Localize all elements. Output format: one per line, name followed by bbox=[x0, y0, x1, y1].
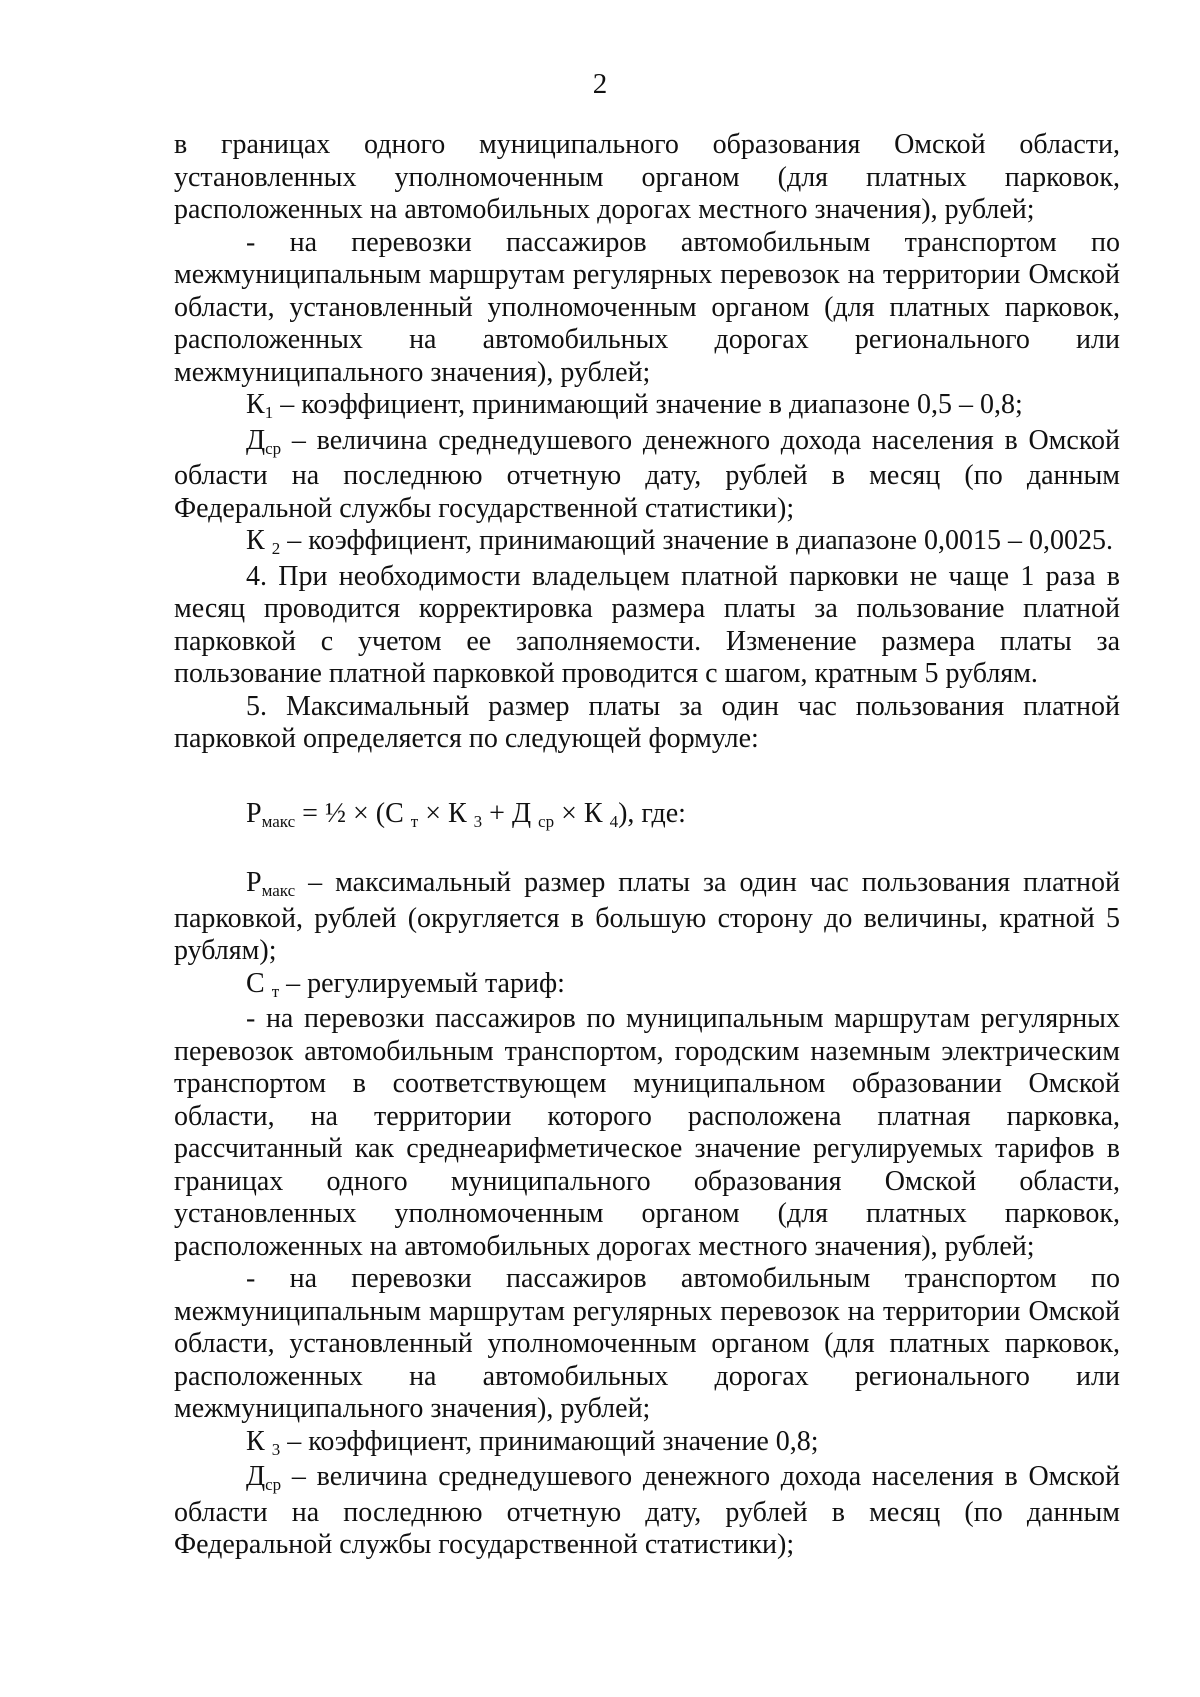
formula-pmax bbox=[246, 798, 1120, 834]
formula-eq: = ½ × (С bbox=[295, 797, 404, 829]
formula-d-sub: ср bbox=[538, 811, 555, 831]
definition-pmax bbox=[174, 867, 1120, 968]
definition-k1-text: – коэффициент, принимающий значение в диапазоне 0,5 – 0,8; bbox=[273, 389, 1023, 420]
subscript-cp: ср bbox=[265, 438, 282, 458]
paragraph-4-adjustment: 4. При необходимости владельцем платной парковки не чаще 1 раза в месяц проводится корректировка размера платы за пользование платной парковкой с учетом ее заполняемости. Изменение размера платы за пользование платной парковкой проводится с шагом, кратным 5 рублям. bbox=[174, 560, 1120, 689]
definition-k2 bbox=[174, 525, 1120, 561]
definition-k1 bbox=[174, 389, 1120, 425]
document-body bbox=[174, 129, 1120, 1562]
definition-k3 bbox=[174, 1426, 1120, 1462]
symbol-d: Д bbox=[246, 424, 266, 456]
subscript-t: т bbox=[271, 981, 280, 1001]
symbol-k2: К bbox=[246, 525, 265, 556]
formula-times-k3: × К bbox=[418, 797, 467, 829]
paragraph-intermunicipal-tariff: - на перевозки пассажиров автомобильным транспортом по межмуниципальным маршрутам регулярных перевозок на территории Омской области, установленный уполномоченным органом (для платных парковок, расположенных на автомобильных дорогах регионального или межмуниципального значения), рублей; bbox=[174, 226, 1120, 388]
ct-item-municipal: - на перевозки пассажиров по муниципальным маршрутам регулярных перевозок автомобильным транспортом, городским наземным электрическим транспортом в соответствующем муниципальном образовании Омской области, на территории которого расположена платная парковка, рассчитанный как среднеарифметическое значение регулируемых тарифов в границах одного муниципального образования Омской области, установленных уполномоченным органом (для платных парковок, расположенных на автомобильных дорогах местного значения), рублей; bbox=[174, 1003, 1120, 1262]
formula-c-sub: т bbox=[410, 811, 419, 831]
formula-k4-sub: 4 bbox=[609, 811, 619, 831]
ct-item-intermunicipal: - на перевозки пассажиров автомобильным транспортом по межмуниципальным маршрутам регулярных перевозок на территории Омской области, установленный уполномоченным органом (для платных парковок, расположенных на автомобильных дорогах регионального или межмуниципального значения), рублей; bbox=[174, 1263, 1120, 1424]
subscript-cp-2: ср bbox=[265, 1475, 282, 1494]
symbol-c: С bbox=[246, 967, 265, 999]
symbol-k1: К bbox=[246, 389, 265, 420]
paragraph-municipal-boundaries: в границах одного муниципального образования Омской области, установленных уполномоченным органом (для платных парковок, расположенных на автомобильных дорогах местного значения), рублей; bbox=[174, 129, 1120, 225]
formula-times-k4: × К bbox=[554, 797, 603, 829]
definition-dcp-text: – величина среднедушевого денежного дохода населения в Омской области на последнюю отчетную дату, рублей в месяц (по данным Федеральной службы государственной статистики); bbox=[174, 424, 1120, 524]
definition-pmax-text: – максимальный размер платы за один час пользования платной парковкой, рублей (округляется в большую сторону до величины, кратной 5 рублям); bbox=[174, 867, 1120, 966]
symbol-p: Р bbox=[246, 867, 262, 898]
definition-ct-text: – регулируемый тариф: bbox=[279, 967, 565, 999]
definition-ct bbox=[174, 968, 1120, 1004]
subscript-k2: 2 bbox=[271, 539, 281, 558]
formula-p-sub: макс bbox=[261, 811, 296, 831]
symbol-d-2: Д bbox=[246, 1461, 266, 1492]
subscript-max: макс bbox=[261, 881, 296, 900]
formula-tail: ), где: bbox=[618, 797, 686, 829]
definition-dcp bbox=[174, 425, 1120, 526]
definition-k3-text: – коэффициент, принимающий значение 0,8; bbox=[280, 1425, 819, 1457]
page-number: 2 bbox=[592, 68, 608, 100]
definition-dcp-2 bbox=[174, 1461, 1120, 1562]
symbol-k3: К bbox=[246, 1425, 265, 1457]
formula-p: Р bbox=[246, 797, 262, 829]
formula-plus-d: + Д bbox=[482, 797, 532, 829]
definition-dcp-2-text: – величина среднедушевого денежного дохода населения в Омской области на последнюю отчетную дату, рублей в месяц (по данным Федеральной службы государственной статистики); bbox=[174, 1461, 1120, 1560]
subscript-k1: 1 bbox=[264, 403, 274, 422]
subscript-k3: 3 bbox=[271, 1439, 281, 1459]
definition-k2-text: – коэффициент, принимающий значение в диапазоне 0,0015 – 0,0025. bbox=[280, 525, 1114, 556]
formula-k3-sub: 3 bbox=[473, 811, 483, 831]
paragraph-5-maximum-fee: 5. Максимальный размер платы за один час пользования платной парковкой определяется по следующей формуле: bbox=[174, 690, 1120, 754]
